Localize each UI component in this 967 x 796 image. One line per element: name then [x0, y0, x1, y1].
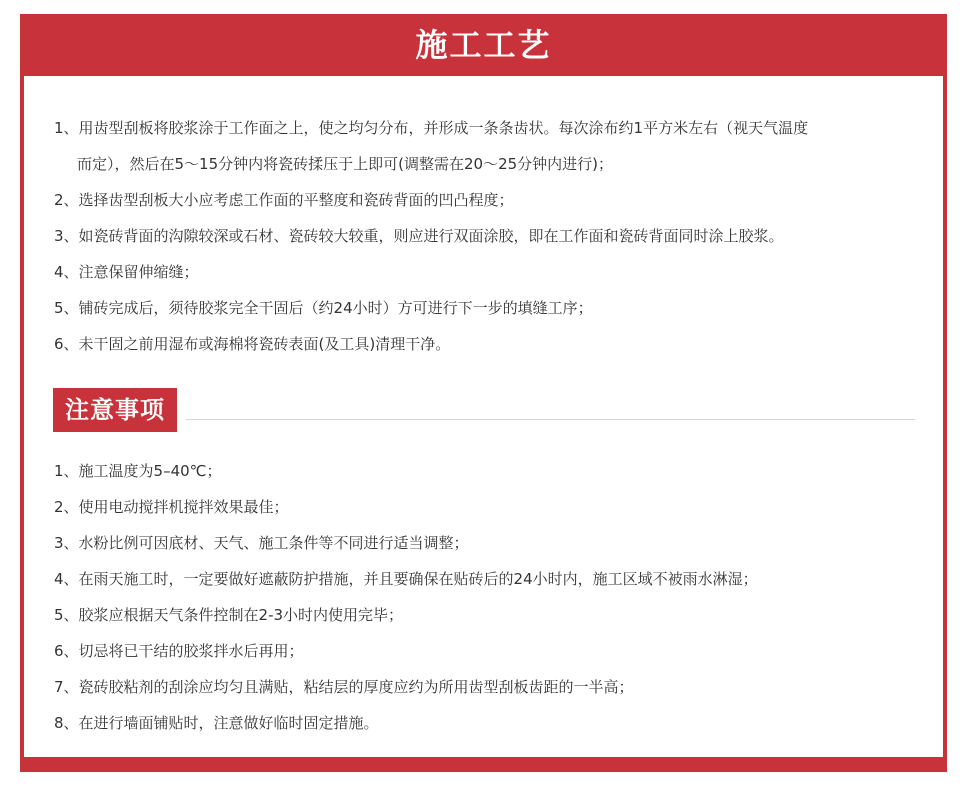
notes-title: 注意事项 [53, 388, 177, 432]
list-item: 6、切忌将已干结的胶浆拌水后再用； [54, 642, 304, 660]
list-item: 4、注意保留伸缩缝； [54, 263, 199, 281]
divider [186, 419, 915, 420]
list-item: 5、铺砖完成后，须待胶浆完全干固后（约24小时）方可进行下一步的填缝工序； [54, 299, 593, 317]
notes-list [54, 453, 914, 741]
list-item: 2、选择齿型刮板大小应考虑工作面的平整度和瓷砖背面的凹凸程度； [54, 191, 514, 209]
list-item: 7、瓷砖胶粘剂的刮涂应均匀且满贴，粘结层的厚度应约为所用齿型刮板齿距的一半高； [54, 678, 634, 696]
content-panel [24, 76, 943, 757]
list-item: 6、未干固之前用湿布或海棉将瓷砖表面(及工具)清理干净。 [54, 335, 451, 353]
list-item: 8、在进行墙面铺贴时，注意做好临时固定措施。 [54, 714, 379, 732]
list-item: 1、施工温度为5–40℃； [54, 462, 222, 480]
list-item: 3、如瓷砖背面的沟隙较深或石材、瓷砖较大较重，则应进行双面涂胶，即在工作面和瓷砖背面同时涂上胶浆。 [54, 227, 784, 245]
list-item: 5、胶浆应根据天气条件控制在2-3小时内使用完毕； [54, 606, 404, 624]
process-step-1-line1: 1、用齿型刮板将胶浆涂于工作面之上，使之均匀分布，并形成一条条齿状。每次涂布约1平方米左右（视天气温度 [54, 119, 809, 137]
process-step-1-line2: 而定），然后在5～15分钟内将瓷砖揉压于上即可(调整需在20～25分钟内进行)； [77, 155, 614, 173]
list-item: 2、使用电动搅拌机搅拌效果最佳； [54, 498, 289, 516]
notes-section-header [53, 388, 915, 432]
list-item [54, 110, 914, 182]
list-item: 4、在雨天施工时，一定要做好遮蔽防护措施，并且要确保在贴砖后的24小时内，施工区域不被雨水淋湿； [54, 570, 758, 588]
page-title: 施工工艺 [415, 26, 552, 64]
page-frame [20, 14, 947, 772]
process-steps-list [54, 110, 914, 362]
list-item: 3、水粉比例可因底材、天气、施工条件等不同进行适当调整； [54, 534, 469, 552]
